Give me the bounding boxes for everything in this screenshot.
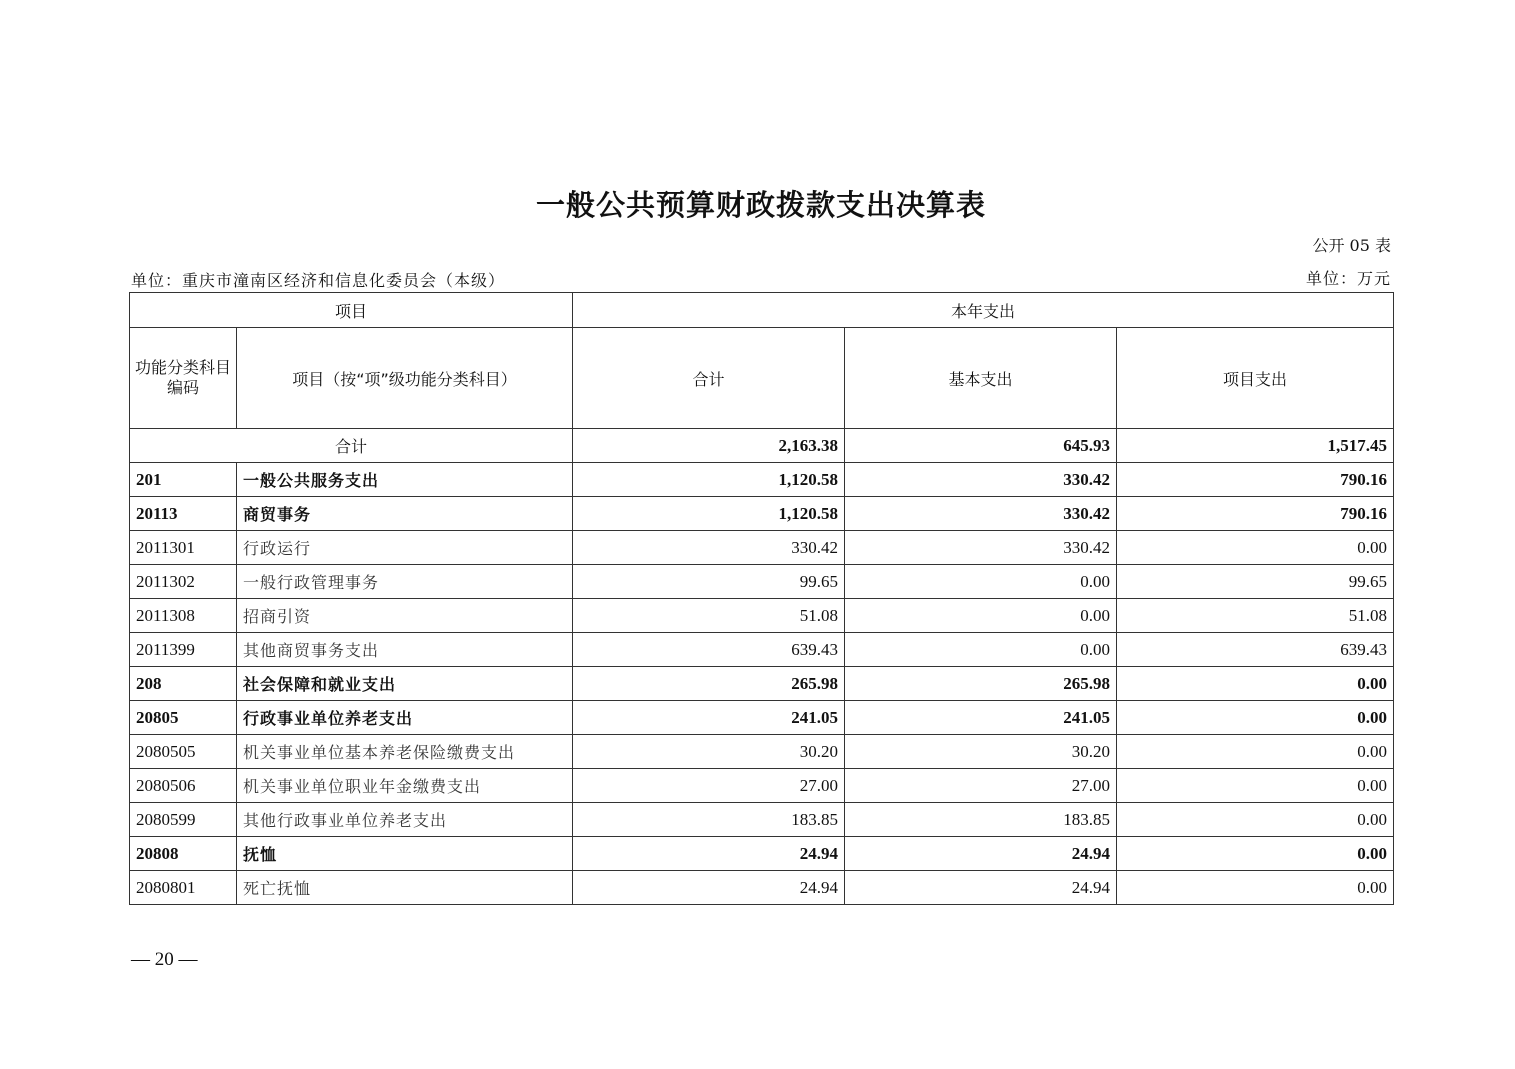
row-project: 0.00: [1117, 803, 1394, 837]
header-total: 合计: [573, 328, 845, 429]
row-name: 行政事业单位养老支出: [237, 701, 573, 735]
row-project: 0.00: [1117, 837, 1394, 871]
row-name: 行政运行: [237, 531, 573, 565]
row-project: 0.00: [1117, 701, 1394, 735]
header-current-year: 本年支出: [573, 293, 1394, 328]
table-code: 公开 05 表: [1312, 236, 1391, 255]
row-basic: 0.00: [845, 599, 1117, 633]
row-code: 20113: [130, 497, 237, 531]
row-total: 1,120.58: [573, 497, 845, 531]
row-code: 201: [130, 463, 237, 497]
table-row: [130, 531, 1394, 565]
row-total: 99.65: [573, 565, 845, 599]
row-name: 一般行政管理事务: [237, 565, 573, 599]
row-code: 2011308: [130, 599, 237, 633]
row-total: 24.94: [573, 871, 845, 905]
row-basic: 24.94: [845, 837, 1117, 871]
unit-currency: 单位：万元: [1305, 269, 1391, 288]
row-total: 30.20: [573, 735, 845, 769]
row-project: 790.16: [1117, 497, 1394, 531]
row-project: 639.43: [1117, 633, 1394, 667]
table-row: [130, 565, 1394, 599]
row-code: 2011399: [130, 633, 237, 667]
table-row: [130, 803, 1394, 837]
table-row: [130, 667, 1394, 701]
row-total: 639.43: [573, 633, 845, 667]
row-project: 0.00: [1117, 667, 1394, 701]
row-basic: 30.20: [845, 735, 1117, 769]
table-row: [130, 497, 1394, 531]
table-row: [130, 599, 1394, 633]
table-row: [130, 463, 1394, 497]
row-total: 265.98: [573, 667, 845, 701]
total-basic: 645.93: [845, 429, 1117, 463]
row-basic: 27.00: [845, 769, 1117, 803]
row-name: 社会保障和就业支出: [237, 667, 573, 701]
row-basic: 330.42: [845, 463, 1117, 497]
row-code: 2011302: [130, 565, 237, 599]
row-project: 0.00: [1117, 769, 1394, 803]
header-project-expense: 项目支出: [1117, 328, 1394, 429]
row-project: 0.00: [1117, 531, 1394, 565]
row-project: 790.16: [1117, 463, 1394, 497]
row-name: 机关事业单位职业年金缴费支出: [237, 769, 573, 803]
row-basic: 0.00: [845, 633, 1117, 667]
row-code: 2080505: [130, 735, 237, 769]
row-basic: 24.94: [845, 871, 1117, 905]
table-row: [130, 769, 1394, 803]
header-row-2: [130, 328, 1394, 429]
table-row: [130, 633, 1394, 667]
row-name: 死亡抚恤: [237, 871, 573, 905]
row-code: 208: [130, 667, 237, 701]
row-name: 抚恤: [237, 837, 573, 871]
row-total: 51.08: [573, 599, 845, 633]
row-name: 招商引资: [237, 599, 573, 633]
row-name: 机关事业单位基本养老保险缴费支出: [237, 735, 573, 769]
row-total: 183.85: [573, 803, 845, 837]
row-basic: 0.00: [845, 565, 1117, 599]
row-basic: 241.05: [845, 701, 1117, 735]
row-total: 27.00: [573, 769, 845, 803]
total-label: 合计: [130, 429, 573, 463]
row-code: 2080801: [130, 871, 237, 905]
table-row: [130, 871, 1394, 905]
row-total: 241.05: [573, 701, 845, 735]
row-basic: 330.42: [845, 497, 1117, 531]
row-project: 0.00: [1117, 871, 1394, 905]
row-code: 20805: [130, 701, 237, 735]
row-project: 51.08: [1117, 599, 1394, 633]
header-name: 项目（按“项”级功能分类科目）: [237, 328, 573, 429]
table-row: [130, 701, 1394, 735]
row-code: 2080506: [130, 769, 237, 803]
row-name: 商贸事务: [237, 497, 573, 531]
row-code: 2011301: [130, 531, 237, 565]
row-total: 24.94: [573, 837, 845, 871]
row-basic: 265.98: [845, 667, 1117, 701]
total-project: 1,517.45: [1117, 429, 1394, 463]
header-code: 功能分类科目编码: [130, 328, 237, 429]
row-total: 1,120.58: [573, 463, 845, 497]
budget-table: [129, 292, 1394, 905]
row-code: 2080599: [130, 803, 237, 837]
row-name: 一般公共服务支出: [237, 463, 573, 497]
row-name: 其他商贸事务支出: [237, 633, 573, 667]
row-total: 330.42: [573, 531, 845, 565]
row-basic: 330.42: [845, 531, 1117, 565]
total-amount: 2,163.38: [573, 429, 845, 463]
row-code: 20808: [130, 837, 237, 871]
unit-organization: 单位：重庆市潼南区经济和信息化委员会（本级）: [131, 271, 506, 290]
table-row: [130, 735, 1394, 769]
row-basic: 183.85: [845, 803, 1117, 837]
row-project: 0.00: [1117, 735, 1394, 769]
page-number: — 20 —: [131, 949, 198, 970]
total-row: [130, 429, 1394, 463]
row-name: 其他行政事业单位养老支出: [237, 803, 573, 837]
table-row: [130, 837, 1394, 871]
header-row-1: [130, 293, 1394, 328]
row-project: 99.65: [1117, 565, 1394, 599]
document-title: 一般公共预算财政拨款支出决算表: [535, 188, 986, 222]
header-project: 项目: [130, 293, 573, 328]
header-basic: 基本支出: [845, 328, 1117, 429]
